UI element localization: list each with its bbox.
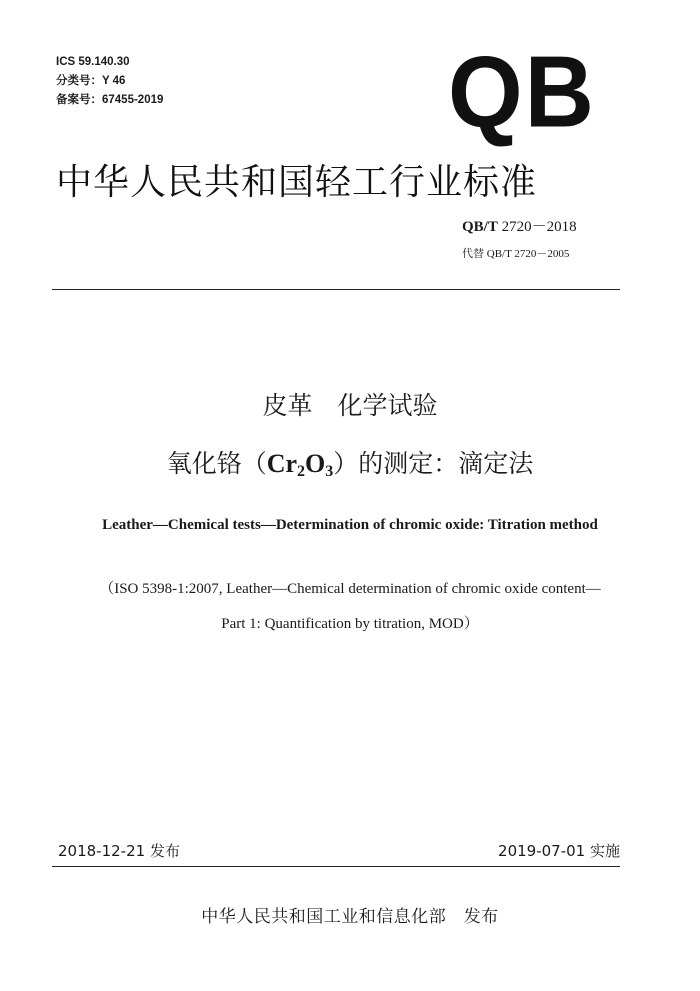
standard-code-prefix: QB/T <box>462 219 498 235</box>
top-divider <box>52 289 620 290</box>
standard-code-number: 2720－2018 <box>501 219 577 235</box>
classification-number: 分类号：Y 46 <box>56 75 126 87</box>
formula-subscript-3: 3 <box>325 463 334 480</box>
title-en: Leather—Chemical tests—Determination of chromic oxide: Titration method <box>102 517 598 533</box>
standard-category-title: 中华人民共和国轻工行业标准 <box>56 162 538 203</box>
standard-code <box>462 215 577 236</box>
replaces-standard: 代替 QB/T 2720－2005 <box>462 248 570 260</box>
ics-code: ICS 59.140.30 <box>56 56 130 68</box>
title-cn-line1: 皮革 化学试验 <box>262 391 438 420</box>
title-cn-line2-pre: 氧化铬（ <box>166 449 267 478</box>
header-meta <box>56 53 163 110</box>
formula-element-o: O <box>305 449 326 478</box>
qb-logo: QB <box>448 36 596 149</box>
issue-date: 2018-12-21 发布 <box>58 842 180 860</box>
title-cn-line2-post: ）的测定：滴定法 <box>333 449 534 478</box>
bottom-divider <box>52 866 620 867</box>
implementation-date: 2019-07-01 实施 <box>498 842 620 860</box>
publisher: 中华人民共和国工业和信息化部 发布 <box>201 907 499 927</box>
title-cn-line2 <box>0 444 700 481</box>
formula-element-cr: Cr <box>266 449 298 478</box>
iso-reference-line2: Part 1: Quantification by titration, MOD） <box>221 616 479 632</box>
formula-subscript-2: 2 <box>297 463 306 480</box>
chemical-formula <box>267 449 334 478</box>
filing-number: 备案号：67455-2019 <box>56 94 164 106</box>
iso-reference-line1: （ISO 5398-1:2007, Leather—Chemical determination of chromic oxide content— <box>99 581 601 597</box>
